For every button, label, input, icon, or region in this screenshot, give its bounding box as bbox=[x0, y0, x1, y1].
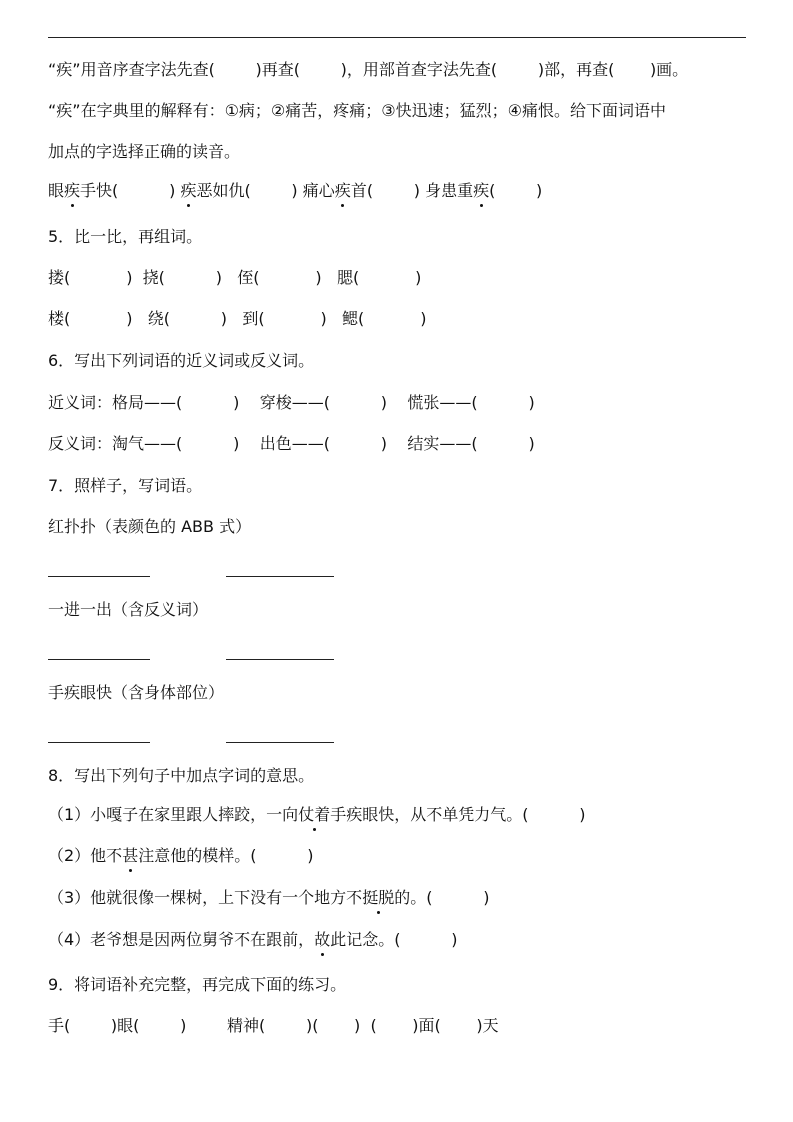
q8-sentence-3: （3）他就很像一棵树，上下没有一个地方不挺脱的。( ) bbox=[48, 888, 490, 907]
q4-line-1: “疾”用音序查字法先查( )再查( )，用部首查字法先查( )部，再查( )画。 bbox=[48, 60, 689, 79]
q7-example-1: 红扑扑（表颜色的 ABB 式） bbox=[48, 517, 252, 536]
q7-answer-blank[interactable] bbox=[48, 742, 150, 743]
q8-sentence-2: （2）他不甚注意他的模样。( ) bbox=[48, 846, 314, 865]
q7-example-2: 一进一出（含反义词） bbox=[48, 600, 209, 619]
dotted-char: 疾 bbox=[64, 181, 81, 200]
q4-item-4: 身患重疾( ) bbox=[425, 181, 543, 200]
q5-title: 5．比一比，再组词。 bbox=[48, 227, 203, 246]
q7-answer-blank[interactable] bbox=[48, 659, 150, 660]
q4-line-2: “疾”在字典里的解释有：①病；②痛苦，疼痛；③快迅速；猛烈；④痛恨。给下面词语中 bbox=[48, 101, 666, 120]
q6-row-2: 反义词：淘气——( ) 出色——( ) 结实——( ) bbox=[48, 434, 535, 453]
q9-title: 9．将词语补充完整，再完成下面的练习。 bbox=[48, 975, 347, 994]
dotted-word: 挺脱 bbox=[362, 888, 395, 907]
q6-row-1: 近义词：格局——( ) 穿梭——( ) 慌张——( ) bbox=[48, 393, 535, 412]
header-rule bbox=[48, 37, 746, 38]
q4-line-3: 加点的字选择正确的读音。 bbox=[48, 142, 241, 161]
q4-item-3: 痛心疾首( ) bbox=[302, 181, 420, 200]
q9-line: 手( )眼( ) 精神( )( ) ( )面( )天 bbox=[48, 1016, 499, 1035]
q5-row-2: 楼( ) 绕( ) 到( ) 鳃( ) bbox=[48, 309, 427, 328]
dotted-char: 疾 bbox=[473, 181, 490, 200]
q7-example-3: 手疾眼快（含身体部位） bbox=[48, 683, 225, 702]
q7-answer-blank[interactable] bbox=[48, 576, 150, 577]
q5-row-1: 搂( ) 挠( ) 侄( ) 腮( ) bbox=[48, 268, 422, 287]
dotted-char: 疾 bbox=[334, 181, 351, 200]
q7-answer-blank[interactable] bbox=[226, 576, 334, 577]
q8-sentence-1: （1）小嘎子在家里跟人摔跤，一向仗着手疾眼快，从不单凭力气。( ) bbox=[48, 805, 586, 824]
dotted-word: 仗着 bbox=[298, 805, 331, 824]
dotted-word: 故 bbox=[314, 930, 331, 949]
q8-title: 8．写出下列句子中加点字词的意思。 bbox=[48, 766, 315, 785]
q7-title: 7．照样子，写词语。 bbox=[48, 476, 203, 495]
q7-answer-blank[interactable] bbox=[226, 742, 334, 743]
q7-answer-blank[interactable] bbox=[226, 659, 334, 660]
dotted-char: 疾 bbox=[180, 181, 197, 200]
dotted-word: 甚 bbox=[122, 846, 139, 865]
q4-word-row bbox=[48, 180, 542, 202]
q4-item-1: 眼疾手快( ) bbox=[48, 181, 176, 200]
q6-title: 6．写出下列词语的近义词或反义词。 bbox=[48, 351, 315, 370]
q8-sentence-4: （4）老爷想是因两位舅爷不在跟前，故此记念。( ) bbox=[48, 930, 458, 949]
q4-item-2: 疾恶如仇( ) bbox=[180, 181, 298, 200]
